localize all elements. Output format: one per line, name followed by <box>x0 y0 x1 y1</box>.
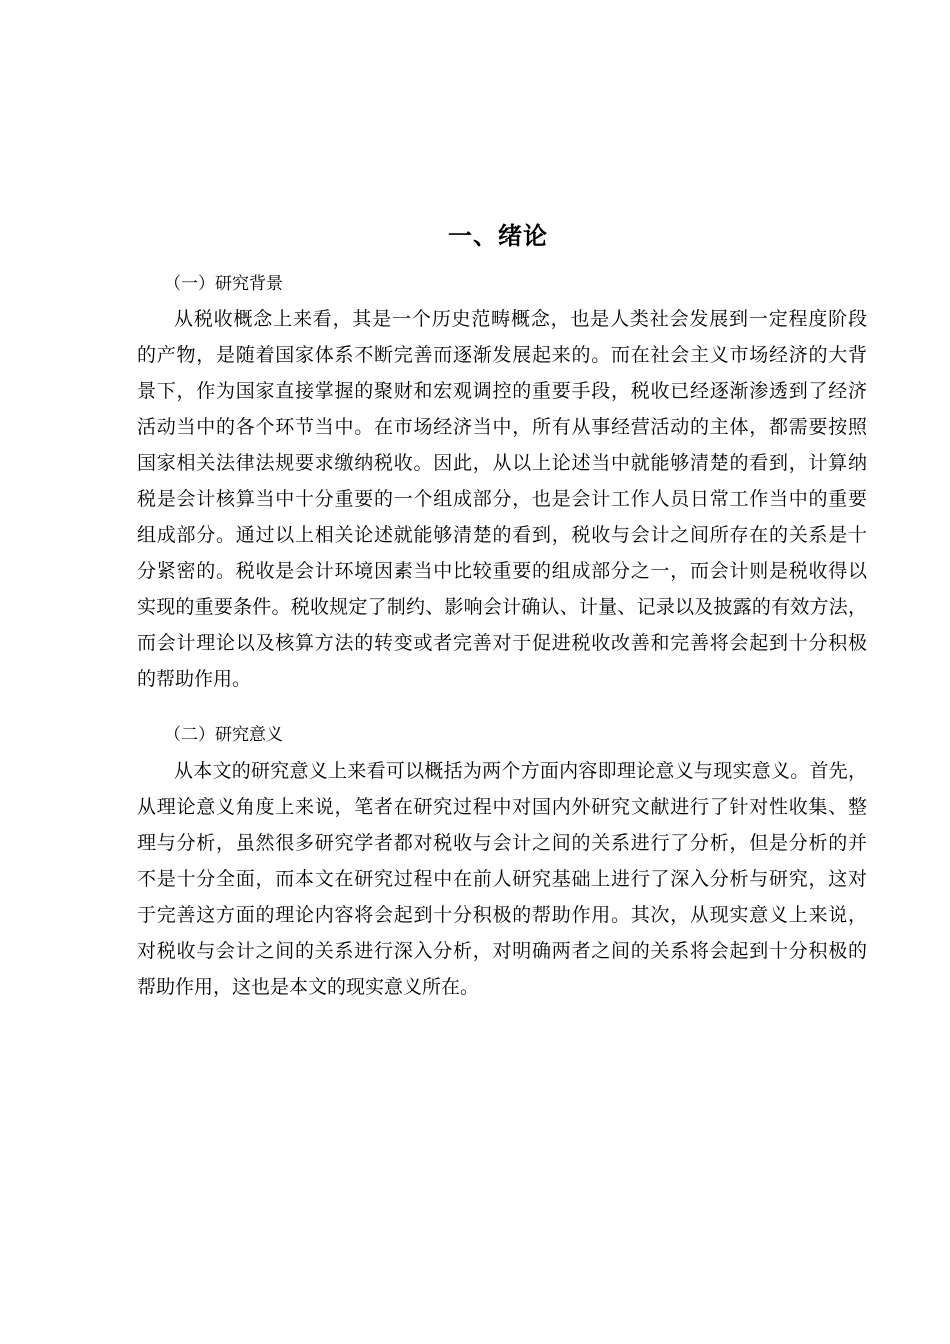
paragraph-line: 理与分析，虽然很多研究学者都对税收与会计之间的关系进行了分析，但是分析的并 <box>137 832 867 854</box>
page-title: 一、绪论 <box>448 222 548 250</box>
paragraph-line: 从理论意义角度上来说，笔者在研究过程中对国内外研究文献进行了针对性收集、整 <box>137 796 867 818</box>
paragraph-line: 组成部分。通过以上相关论述就能够清楚的看到，税收与会计之间所存在的关系是十 <box>137 524 867 546</box>
section-heading-significance: （二）研究意义 <box>164 725 283 745</box>
paragraph-line: 于完善这方面的理论内容将会起到十分积极的帮助作用。其次，从现实意义上来说， <box>137 904 867 926</box>
paragraph-line: 从本文的研究意义上来看可以概括为两个方面内容即理论意义与现实意义。首先， <box>174 760 867 782</box>
paragraph-line: 分紧密的。税收是会计环境因素当中比较重要的组成部分之一，而会计则是税收得以 <box>137 560 867 582</box>
paragraph-line: 而会计理论以及核算方法的转变或者完善对于促进税收改善和完善将会起到十分积极 <box>137 632 867 654</box>
paragraph-line: 实现的重要条件。税收规定了制约、影响会计确认、计量、记录以及披露的有效方法， <box>137 596 867 618</box>
section-heading-background: （一）研究背景 <box>164 274 283 294</box>
paragraph-line: 国家相关法律法规要求缴纳税收。因此，从以上论述当中就能够清楚的看到，计算纳 <box>137 452 867 474</box>
paragraph-line: 的产物，是随着国家体系不断完善而逐渐发展起来的。而在社会主义市场经济的大背 <box>137 344 867 366</box>
paragraph-line: 活动当中的各个环节当中。在市场经济当中，所有从事经营活动的主体，都需要按照 <box>137 416 867 438</box>
paragraph-line: 从税收概念上来看，其是一个历史范畴概念，也是人类社会发展到一定程度阶段 <box>174 308 867 330</box>
paragraph-line: 对税收与会计之间的关系进行深入分析，对明确两者之间的关系将会起到十分积极的 <box>137 940 867 962</box>
paragraph-line: 不是十分全面，而本文在研究过程中在前人研究基础上进行了深入分析与研究，这对 <box>137 868 867 890</box>
paragraph-line: 的帮助作用。 <box>137 668 252 690</box>
paragraph-line: 帮助作用，这也是本文的现实意义所在。 <box>137 976 480 998</box>
paragraph-line: 税是会计核算当中十分重要的一个组成部分，也是会计工作人员日常工作当中的重要 <box>137 488 867 510</box>
paragraph-line: 景下，作为国家直接掌握的聚财和宏观调控的重要手段，税收已经逐渐渗透到了经济 <box>137 380 867 402</box>
